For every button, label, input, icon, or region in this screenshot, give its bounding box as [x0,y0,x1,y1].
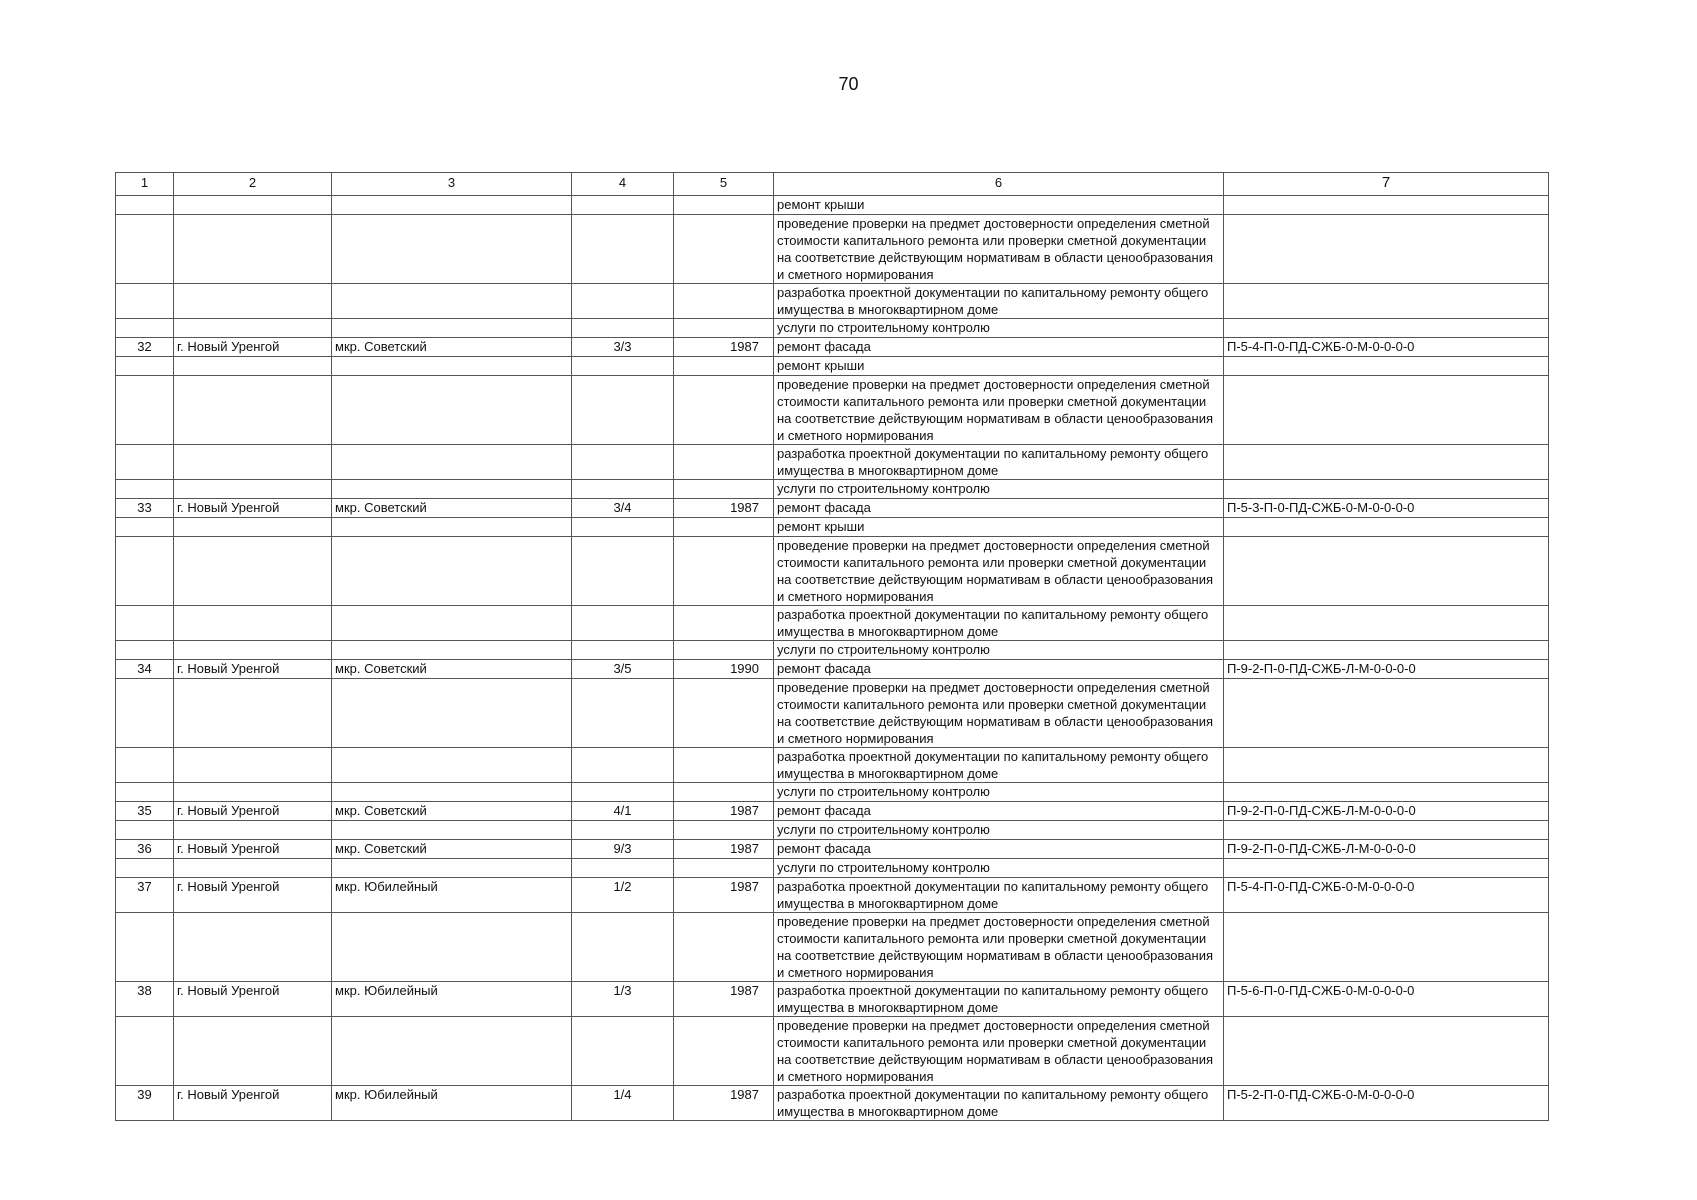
city-cell [174,1017,332,1086]
work-type-cell: услуги по строительному контролю [774,480,1224,499]
house-number-cell: 9/3 [572,840,674,859]
district-cell: мкр. Советский [332,840,572,859]
building-code-cell: П-5-4-П-0-ПД-СЖБ-0-М-0-0-0-0 [1224,338,1549,357]
table-row [116,859,1549,878]
district-cell [332,748,572,783]
table-row [116,480,1549,499]
table-row [116,499,1549,518]
row-number-cell [116,376,174,445]
house-number-cell [572,821,674,840]
house-number-cell [572,748,674,783]
table-header-row [116,173,1549,196]
work-type-cell: разработка проектной документации по капитальному ремонту общего имущества в многоквартирном доме [774,606,1224,641]
city-cell [174,537,332,606]
building-code-cell: П-9-2-П-0-ПД-СЖБ-Л-М-0-0-0-0 [1224,660,1549,679]
house-number-cell [572,215,674,284]
year-cell [674,376,774,445]
city-cell [174,606,332,641]
work-type-cell: ремонт фасада [774,802,1224,821]
district-cell [332,319,572,338]
table-row [116,357,1549,376]
city-cell [174,284,332,319]
work-type-cell: разработка проектной документации по капитальному ремонту общего имущества в многоквартирном доме [774,982,1224,1017]
city-cell [174,319,332,338]
city-cell: г. Новый Уренгой [174,878,332,913]
work-type-cell: ремонт фасада [774,660,1224,679]
work-type-cell: ремонт фасада [774,338,1224,357]
work-type-cell: услуги по строительному контролю [774,859,1224,878]
house-number-cell [572,445,674,480]
house-number-cell: 1/2 [572,878,674,913]
year-cell: 1987 [674,338,774,357]
column-header: 5 [674,173,774,196]
year-cell [674,821,774,840]
work-type-cell: ремонт крыши [774,518,1224,537]
row-number-cell [116,357,174,376]
work-type-cell: услуги по строительному контролю [774,319,1224,338]
table-row [116,284,1549,319]
building-code-cell: П-5-6-П-0-ПД-СЖБ-0-М-0-0-0-0 [1224,982,1549,1017]
district-cell: мкр. Советский [332,802,572,821]
district-cell [332,445,572,480]
work-type-cell: разработка проектной документации по капитальному ремонту общего имущества в многоквартирном доме [774,878,1224,913]
work-type-cell: разработка проектной документации по капитальному ремонту общего имущества в многоквартирном доме [774,1086,1224,1121]
building-code-cell: П-5-3-П-0-ПД-СЖБ-0-М-0-0-0-0 [1224,499,1549,518]
row-number-cell [116,518,174,537]
year-cell [674,196,774,215]
column-header: 4 [572,173,674,196]
building-code-cell [1224,518,1549,537]
row-number-cell [116,1017,174,1086]
row-number-cell: 39 [116,1086,174,1121]
building-code-cell [1224,783,1549,802]
building-code-cell: П-9-2-П-0-ПД-СЖБ-Л-М-0-0-0-0 [1224,802,1549,821]
year-cell [674,859,774,878]
table-row [116,641,1549,660]
district-cell [332,913,572,982]
city-cell: г. Новый Уренгой [174,802,332,821]
row-number-cell [116,783,174,802]
work-type-cell: проведение проверки на предмет достоверности определения сметной стоимости капитального ремонта или проверки сметной документации на соответствие действующим нормативам в области ценообразования и сметного нормирования [774,376,1224,445]
row-number-cell: 37 [116,878,174,913]
work-type-cell: проведение проверки на предмет достоверности определения сметной стоимости капитального ремонта или проверки сметной документации на соответствие действующим нормативам в области ценообразования и сметного нормирования [774,679,1224,748]
year-cell: 1987 [674,1086,774,1121]
table-row [116,1086,1549,1121]
table-row [116,445,1549,480]
work-type-cell: услуги по строительному контролю [774,783,1224,802]
house-number-cell [572,357,674,376]
table-row [116,679,1549,748]
city-cell [174,859,332,878]
year-cell [674,284,774,319]
table-row [116,840,1549,859]
work-type-cell: ремонт крыши [774,196,1224,215]
table-row [116,196,1549,215]
table-row [116,821,1549,840]
building-code-cell [1224,748,1549,783]
building-code-cell [1224,319,1549,338]
city-cell [174,679,332,748]
year-cell [674,783,774,802]
district-cell [332,821,572,840]
house-number-cell [572,284,674,319]
city-cell [174,913,332,982]
year-cell: 1990 [674,660,774,679]
page-number: 70 [838,74,859,94]
district-cell [332,783,572,802]
building-code-cell [1224,1017,1549,1086]
table-row [116,802,1549,821]
work-type-cell: проведение проверки на предмет достоверности определения сметной стоимости капитального ремонта или проверки сметной документации на соответствие действующим нормативам в области ценообразования и сметного нормирования [774,537,1224,606]
work-type-cell: проведение проверки на предмет достоверности определения сметной стоимости капитального ремонта или проверки сметной документации на соответствие действующим нормативам в области ценообразования и сметного нормирования [774,1017,1224,1086]
table-row [116,660,1549,679]
row-number-cell [116,480,174,499]
house-number-cell [572,1017,674,1086]
city-cell [174,748,332,783]
work-type-cell: разработка проектной документации по капитальному ремонту общего имущества в многоквартирном доме [774,748,1224,783]
house-number-cell: 3/3 [572,338,674,357]
house-number-cell [572,376,674,445]
house-number-cell [572,518,674,537]
building-code-cell [1224,445,1549,480]
house-number-cell [572,679,674,748]
table-row [116,376,1549,445]
row-number-cell [116,537,174,606]
year-cell: 1987 [674,878,774,913]
year-cell [674,1017,774,1086]
building-code-cell [1224,196,1549,215]
district-cell [332,480,572,499]
work-type-cell: ремонт фасада [774,840,1224,859]
building-code-cell [1224,357,1549,376]
house-number-cell [572,859,674,878]
works-table [115,172,1549,1121]
year-cell: 1987 [674,802,774,821]
house-number-cell: 3/4 [572,499,674,518]
table-row [116,606,1549,641]
column-header: 7 [1224,173,1549,196]
table-row [116,319,1549,338]
table-row [116,748,1549,783]
work-type-cell: услуги по строительному контролю [774,821,1224,840]
city-cell [174,821,332,840]
city-cell [174,518,332,537]
year-cell [674,679,774,748]
city-cell: г. Новый Уренгой [174,1086,332,1121]
district-cell [332,606,572,641]
district-cell: мкр. Советский [332,338,572,357]
city-cell [174,196,332,215]
building-code-cell [1224,480,1549,499]
row-number-cell [116,215,174,284]
table-row [116,215,1549,284]
building-code-cell: П-5-2-П-0-ПД-СЖБ-0-М-0-0-0-0 [1224,1086,1549,1121]
row-number-cell: 32 [116,338,174,357]
row-number-cell [116,284,174,319]
table-body [116,196,1549,1121]
work-type-cell: проведение проверки на предмет достоверности определения сметной стоимости капитального ремонта или проверки сметной документации на соответствие действующим нормативам в области ценообразования и сметного нормирования [774,913,1224,982]
building-code-cell [1224,215,1549,284]
year-cell [674,215,774,284]
year-cell [674,748,774,783]
table-row [116,783,1549,802]
house-number-cell [572,319,674,338]
city-cell [174,445,332,480]
row-number-cell [116,641,174,660]
house-number-cell [572,480,674,499]
work-type-cell: разработка проектной документации по капитальному ремонту общего имущества в многоквартирном доме [774,284,1224,319]
district-cell [332,1017,572,1086]
district-cell [332,357,572,376]
year-cell: 1987 [674,982,774,1017]
city-cell: г. Новый Уренгой [174,338,332,357]
table-row [116,518,1549,537]
row-number-cell: 34 [116,660,174,679]
work-type-cell: ремонт фасада [774,499,1224,518]
column-header: 1 [116,173,174,196]
year-cell [674,319,774,338]
district-cell [332,641,572,660]
table-row [116,982,1549,1017]
year-cell [674,445,774,480]
row-number-cell: 38 [116,982,174,1017]
row-number-cell: 35 [116,802,174,821]
house-number-cell: 1/4 [572,1086,674,1121]
row-number-cell [116,319,174,338]
building-code-cell [1224,641,1549,660]
building-code-cell [1224,537,1549,606]
city-cell [174,641,332,660]
column-header: 6 [774,173,1224,196]
city-cell [174,480,332,499]
district-cell [332,284,572,319]
work-type-cell: услуги по строительному контролю [774,641,1224,660]
row-number-cell [116,748,174,783]
building-code-cell [1224,859,1549,878]
year-cell [674,606,774,641]
district-cell: мкр. Советский [332,660,572,679]
district-cell [332,518,572,537]
house-number-cell [572,537,674,606]
house-number-cell: 1/3 [572,982,674,1017]
building-code-cell [1224,679,1549,748]
house-number-cell [572,196,674,215]
house-number-cell [572,641,674,660]
city-cell: г. Новый Уренгой [174,660,332,679]
house-number-cell: 3/5 [572,660,674,679]
table-row [116,338,1549,357]
district-cell [332,679,572,748]
building-code-cell [1224,284,1549,319]
row-number-cell [116,913,174,982]
house-number-cell [572,783,674,802]
table-row [116,913,1549,982]
year-cell [674,357,774,376]
city-cell [174,376,332,445]
city-cell: г. Новый Уренгой [174,982,332,1017]
house-number-cell [572,913,674,982]
work-type-cell: разработка проектной документации по капитальному ремонту общего имущества в многоквартирном доме [774,445,1224,480]
district-cell: мкр. Юбилейный [332,878,572,913]
row-number-cell [116,196,174,215]
table-row [116,537,1549,606]
row-number-cell [116,445,174,480]
district-cell [332,859,572,878]
building-code-cell: П-9-2-П-0-ПД-СЖБ-Л-М-0-0-0-0 [1224,840,1549,859]
house-number-cell [572,606,674,641]
table-row [116,878,1549,913]
year-cell [674,913,774,982]
year-cell: 1987 [674,840,774,859]
district-cell [332,537,572,606]
house-number-cell: 4/1 [572,802,674,821]
city-cell: г. Новый Уренгой [174,840,332,859]
year-cell [674,480,774,499]
city-cell [174,783,332,802]
column-header: 2 [174,173,332,196]
work-type-cell: проведение проверки на предмет достоверности определения сметной стоимости капитального ремонта или проверки сметной документации на соответствие действующим нормативам в области ценообразования и сметного нормирования [774,215,1224,284]
city-cell [174,215,332,284]
building-code-cell [1224,376,1549,445]
city-cell: г. Новый Уренгой [174,499,332,518]
column-header: 3 [332,173,572,196]
building-code-cell: П-5-4-П-0-ПД-СЖБ-0-М-0-0-0-0 [1224,878,1549,913]
building-code-cell [1224,913,1549,982]
building-code-cell [1224,821,1549,840]
district-cell [332,376,572,445]
city-cell [174,357,332,376]
row-number-cell [116,606,174,641]
row-number-cell [116,679,174,748]
district-cell [332,215,572,284]
district-cell [332,196,572,215]
work-type-cell: ремонт крыши [774,357,1224,376]
building-code-cell [1224,606,1549,641]
year-cell [674,537,774,606]
row-number-cell [116,821,174,840]
row-number-cell: 36 [116,840,174,859]
district-cell: мкр. Юбилейный [332,1086,572,1121]
year-cell: 1987 [674,499,774,518]
district-cell: мкр. Советский [332,499,572,518]
year-cell [674,518,774,537]
district-cell: мкр. Юбилейный [332,982,572,1017]
row-number-cell: 33 [116,499,174,518]
row-number-cell [116,859,174,878]
table-row [116,1017,1549,1086]
year-cell [674,641,774,660]
